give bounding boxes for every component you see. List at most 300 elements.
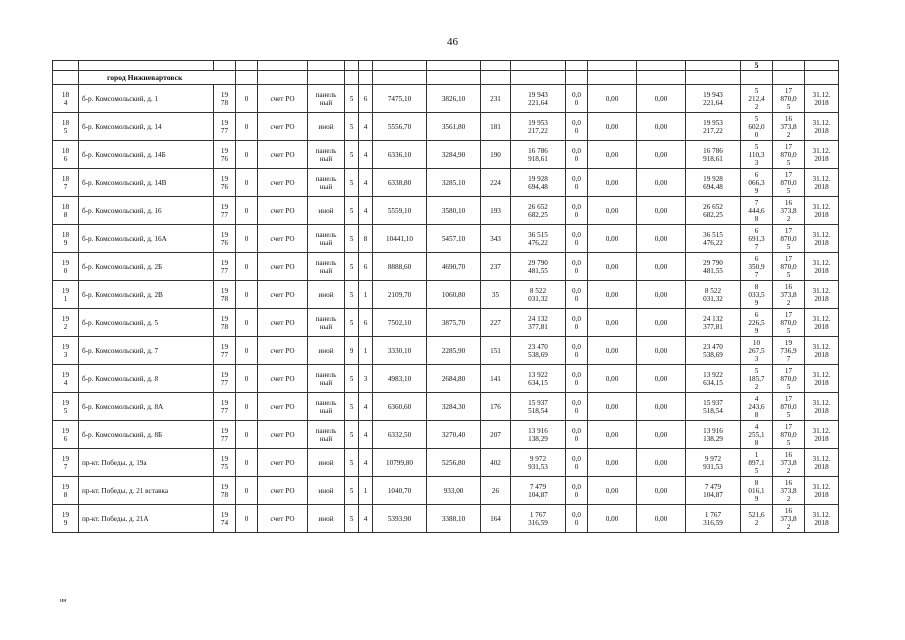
table-row — [53, 421, 839, 449]
cell-account: счет РО — [258, 365, 308, 393]
cell-no: 19 8 — [53, 477, 79, 505]
cell-area-total: 4983,10 — [373, 365, 427, 393]
cell-zero: 0 — [236, 393, 258, 421]
cell-c3: 0,00 — [637, 365, 686, 393]
cell-floors: 5 — [345, 169, 359, 197]
cell-entrances: 1 — [359, 477, 373, 505]
cell-floors: 9 — [345, 337, 359, 365]
cell-material: панель ный — [308, 309, 345, 337]
cell-entrances: 4 — [359, 113, 373, 141]
cell-zero: 0 — [236, 85, 258, 113]
cell-c3: 0,00 — [637, 393, 686, 421]
cell-address: б-р. Комсомольский, д. 5 — [79, 309, 214, 337]
cell-material: иной — [308, 449, 345, 477]
cell-c1: 0,0 0 — [566, 141, 588, 169]
cell-address: б-р. Комсомольский, д. 8Б — [79, 421, 214, 449]
cell-max-cost: 17 870,0 5 — [773, 393, 805, 421]
cell-entrances: 4 — [359, 141, 373, 169]
cell-address: пр-кт. Победы, д. 21А — [79, 505, 214, 533]
cell-area-total: 8888,60 — [373, 253, 427, 281]
cell-c3: 0,00 — [637, 113, 686, 141]
cell-cost-total: 1 767 316,59 — [511, 505, 566, 533]
cell-per-sqm: 5 602,0 0 — [741, 113, 773, 141]
cell-cost-fund: 19 943 221,64 — [686, 85, 741, 113]
cell-c2: 0,00 — [588, 505, 637, 533]
cell-material: панель ный — [308, 169, 345, 197]
continuation-marker: 5 — [741, 61, 773, 71]
cell-area-total: 6360,60 — [373, 393, 427, 421]
cell-deadline: 31.12. 2018 — [805, 393, 839, 421]
table-row — [53, 393, 839, 421]
cell-year: 19 77 — [214, 337, 236, 365]
cell-account: счет РО — [258, 477, 308, 505]
cell-no: 18 5 — [53, 113, 79, 141]
cell-account: счет РО — [258, 169, 308, 197]
cell-residents: 151 — [481, 337, 511, 365]
cell-floors: 5 — [345, 477, 359, 505]
cell-address: б-р. Комсомольский, д. 1 — [79, 85, 214, 113]
cell-material: иной — [308, 337, 345, 365]
cell-year: 19 77 — [214, 421, 236, 449]
cell-floors: 5 — [345, 449, 359, 477]
cell-entrances: 4 — [359, 169, 373, 197]
cell-area-living: 2285,90 — [427, 337, 481, 365]
cell-cost-fund: 8 522 031,32 — [686, 281, 741, 309]
cell-area-total: 6336,10 — [373, 141, 427, 169]
cell-residents: 35 — [481, 281, 511, 309]
cell-address: пр-кт. Победы, д. 19а — [79, 449, 214, 477]
cell-cost-fund: 1 767 316,59 — [686, 505, 741, 533]
cell-no: 19 9 — [53, 505, 79, 533]
cell-deadline: 31.12. 2018 — [805, 253, 839, 281]
cell-residents: 190 — [481, 141, 511, 169]
cell-area-living: 3561,80 — [427, 113, 481, 141]
cell-area-living: 3284,90 — [427, 141, 481, 169]
cell-max-cost: 16 373,8 2 — [773, 505, 805, 533]
cell-zero: 0 — [236, 477, 258, 505]
cell-no: 18 4 — [53, 85, 79, 113]
table-row — [53, 85, 839, 113]
cell-deadline: 31.12. 2018 — [805, 113, 839, 141]
cell-area-total: 2109,70 — [373, 281, 427, 309]
table-row — [53, 197, 839, 225]
cell-c1: 0,0 0 — [566, 365, 588, 393]
cell-cost-total: 19 928 694,48 — [511, 169, 566, 197]
cell-cost-total: 13 922 634,15 — [511, 365, 566, 393]
cell-c1: 0,0 0 — [566, 477, 588, 505]
cell-max-cost: 17 870,0 5 — [773, 309, 805, 337]
cell-entrances: 4 — [359, 197, 373, 225]
cell-cost-total: 7 479 104,87 — [511, 477, 566, 505]
cell-residents: 26 — [481, 477, 511, 505]
cell-residents: 193 — [481, 197, 511, 225]
cell-c2: 0,00 — [588, 141, 637, 169]
cell-deadline: 31.12. 2018 — [805, 169, 839, 197]
cell-cost-fund: 7 479 104,87 — [686, 477, 741, 505]
cell-area-living: 2684,80 — [427, 365, 481, 393]
cell-max-cost: 16 373,8 2 — [773, 113, 805, 141]
cell-deadline: 31.12. 2018 — [805, 477, 839, 505]
cell-area-total: 6338,80 — [373, 169, 427, 197]
cell-c3: 0,00 — [637, 421, 686, 449]
cell-c3: 0,00 — [637, 169, 686, 197]
capital-repair-table — [52, 60, 838, 533]
cell-material: иной — [308, 281, 345, 309]
cell-account: счет РО — [258, 393, 308, 421]
cell-c3: 0,00 — [637, 225, 686, 253]
footer-mark: нн — [60, 598, 67, 604]
table-row — [53, 113, 839, 141]
cell-year: 19 78 — [214, 309, 236, 337]
cell-no: 18 7 — [53, 169, 79, 197]
cell-per-sqm: 4 255,1 8 — [741, 421, 773, 449]
cell-residents: 176 — [481, 393, 511, 421]
cell-address: б-р. Комсомольский, д. 8 — [79, 365, 214, 393]
cell-floors: 5 — [345, 393, 359, 421]
cell-area-living: 3875,70 — [427, 309, 481, 337]
cell-year: 19 77 — [214, 113, 236, 141]
cell-material: панель ный — [308, 365, 345, 393]
cell-cost-total: 19 943 221,64 — [511, 85, 566, 113]
cell-area-total: 10441,10 — [373, 225, 427, 253]
cell-c3: 0,00 — [637, 141, 686, 169]
cell-c2: 0,00 — [588, 85, 637, 113]
cell-max-cost: 17 870,0 5 — [773, 365, 805, 393]
cell-area-total: 5559,10 — [373, 197, 427, 225]
cell-c2: 0,00 — [588, 421, 637, 449]
cell-per-sqm: 5 212,4 2 — [741, 85, 773, 113]
cell-deadline: 31.12. 2018 — [805, 85, 839, 113]
cell-cost-fund: 13 916 138,29 — [686, 421, 741, 449]
cell-account: счет РО — [258, 281, 308, 309]
cell-material: иной — [308, 477, 345, 505]
cell-account: счет РО — [258, 309, 308, 337]
cell-year: 19 77 — [214, 365, 236, 393]
cell-per-sqm: 8 033,5 9 — [741, 281, 773, 309]
cell-entrances: 6 — [359, 253, 373, 281]
cell-floors: 5 — [345, 85, 359, 113]
cell-no: 18 9 — [53, 225, 79, 253]
cell-residents: 207 — [481, 421, 511, 449]
cell-area-living: 3270,40 — [427, 421, 481, 449]
cell-residents: 141 — [481, 365, 511, 393]
cell-cost-fund: 19 953 217,22 — [686, 113, 741, 141]
table-row — [53, 365, 839, 393]
cell-c3: 0,00 — [637, 309, 686, 337]
cell-residents: 402 — [481, 449, 511, 477]
cell-floors: 5 — [345, 225, 359, 253]
cell-floors: 5 — [345, 253, 359, 281]
cell-deadline: 31.12. 2018 — [805, 505, 839, 533]
cell-residents: 237 — [481, 253, 511, 281]
cell-residents: 224 — [481, 169, 511, 197]
cell-c3: 0,00 — [637, 197, 686, 225]
cell-c1: 0,0 0 — [566, 309, 588, 337]
continuation-row — [53, 61, 839, 71]
cell-account: счет РО — [258, 113, 308, 141]
cell-year: 19 75 — [214, 449, 236, 477]
cell-c2: 0,00 — [588, 365, 637, 393]
cell-c3: 0,00 — [637, 281, 686, 309]
cell-zero: 0 — [236, 337, 258, 365]
cell-per-sqm: 4 243,6 8 — [741, 393, 773, 421]
cell-no: 19 1 — [53, 281, 79, 309]
cell-address: б-р. Комсомольский, д. 2Б — [79, 253, 214, 281]
cell-zero: 0 — [236, 253, 258, 281]
cell-cost-fund: 16 786 918,61 — [686, 141, 741, 169]
cell-year: 19 78 — [214, 281, 236, 309]
table-row — [53, 477, 839, 505]
cell-c3: 0,00 — [637, 253, 686, 281]
cell-per-sqm: 6 691,3 7 — [741, 225, 773, 253]
cell-area-living: 5256,80 — [427, 449, 481, 477]
cell-material: иной — [308, 197, 345, 225]
cell-c3: 0,00 — [637, 477, 686, 505]
cell-per-sqm: 10 267,5 3 — [741, 337, 773, 365]
cell-year: 19 76 — [214, 141, 236, 169]
cell-address: б-р. Комсомольский, д. 16А — [79, 225, 214, 253]
table-row — [53, 225, 839, 253]
cell-floors: 5 — [345, 309, 359, 337]
cell-year: 19 77 — [214, 393, 236, 421]
cell-entrances: 4 — [359, 505, 373, 533]
cell-floors: 5 — [345, 141, 359, 169]
cell-residents: 164 — [481, 505, 511, 533]
cell-year: 19 78 — [214, 85, 236, 113]
cell-c3: 0,00 — [637, 505, 686, 533]
cell-area-total: 1040,70 — [373, 477, 427, 505]
cell-per-sqm: 6 226,5 9 — [741, 309, 773, 337]
cell-c2: 0,00 — [588, 169, 637, 197]
page-number: 46 — [447, 36, 458, 48]
cell-address: б-р. Комсомольский, д. 8А — [79, 393, 214, 421]
cell-per-sqm: 1 897,1 5 — [741, 449, 773, 477]
table-row — [53, 309, 839, 337]
cell-area-living: 1060,80 — [427, 281, 481, 309]
cell-material: иной — [308, 505, 345, 533]
city-heading-row — [53, 71, 839, 85]
cell-year: 19 77 — [214, 197, 236, 225]
cell-area-living: 3284,30 — [427, 393, 481, 421]
cell-cost-total: 23 470 538,69 — [511, 337, 566, 365]
cell-address: б-р. Комсомольский, д. 14Б — [79, 141, 214, 169]
cell-cost-total: 13 916 138,29 — [511, 421, 566, 449]
cell-c1: 0,0 0 — [566, 393, 588, 421]
cell-no: 19 7 — [53, 449, 79, 477]
cell-c1: 0,0 0 — [566, 113, 588, 141]
cell-account: счет РО — [258, 253, 308, 281]
cell-c2: 0,00 — [588, 337, 637, 365]
cell-cost-total: 29 790 481,55 — [511, 253, 566, 281]
cell-deadline: 31.12. 2018 — [805, 225, 839, 253]
cell-account: счет РО — [258, 85, 308, 113]
cell-zero: 0 — [236, 281, 258, 309]
cell-deadline: 31.12. 2018 — [805, 337, 839, 365]
cell-area-total: 10799,80 — [373, 449, 427, 477]
cell-year: 19 76 — [214, 169, 236, 197]
cell-c2: 0,00 — [588, 113, 637, 141]
cell-c1: 0,0 0 — [566, 169, 588, 197]
cell-cost-fund: 24 132 377,81 — [686, 309, 741, 337]
cell-deadline: 31.12. 2018 — [805, 281, 839, 309]
cell-cost-total: 16 786 918,61 — [511, 141, 566, 169]
cell-zero: 0 — [236, 421, 258, 449]
cell-year: 19 74 — [214, 505, 236, 533]
cell-cost-total: 15 937 518,54 — [511, 393, 566, 421]
cell-cost-total: 8 522 031,32 — [511, 281, 566, 309]
cell-account: счет РО — [258, 141, 308, 169]
cell-per-sqm: 5 185,7 2 — [741, 365, 773, 393]
cell-address: б-р. Комсомольский, д. 14В — [79, 169, 214, 197]
cell-max-cost: 16 373,8 2 — [773, 197, 805, 225]
cell-cost-fund: 9 972 931,53 — [686, 449, 741, 477]
cell-floors: 5 — [345, 421, 359, 449]
cell-c2: 0,00 — [588, 253, 637, 281]
cell-no: 19 4 — [53, 365, 79, 393]
cell-area-living: 933,00 — [427, 477, 481, 505]
cell-c1: 0,0 0 — [566, 421, 588, 449]
cell-c1: 0,0 0 — [566, 281, 588, 309]
cell-year: 19 78 — [214, 477, 236, 505]
cell-deadline: 31.12. 2018 — [805, 365, 839, 393]
cell-c2: 0,00 — [588, 393, 637, 421]
cell-floors: 5 — [345, 505, 359, 533]
cell-cost-fund: 15 937 518,54 — [686, 393, 741, 421]
cell-c1: 0,0 0 — [566, 337, 588, 365]
cell-entrances: 1 — [359, 281, 373, 309]
cell-area-living: 3826,10 — [427, 85, 481, 113]
cell-entrances: 3 — [359, 365, 373, 393]
cell-c1: 0,0 0 — [566, 197, 588, 225]
cell-cost-fund: 23 470 538,69 — [686, 337, 741, 365]
cell-account: счет РО — [258, 449, 308, 477]
cell-cost-fund: 36 515 476,22 — [686, 225, 741, 253]
cell-cost-total: 26 652 682,25 — [511, 197, 566, 225]
cell-max-cost: 16 373,8 2 — [773, 281, 805, 309]
cell-c1: 0,0 0 — [566, 505, 588, 533]
cell-c3: 0,00 — [637, 449, 686, 477]
cell-address: б-р. Комсомольский, д. 2В — [79, 281, 214, 309]
cell-entrances: 4 — [359, 393, 373, 421]
cell-area-living: 3285,10 — [427, 169, 481, 197]
cell-material: панель ный — [308, 141, 345, 169]
cell-material: панель ный — [308, 253, 345, 281]
cell-per-sqm: 6 066,3 9 — [741, 169, 773, 197]
cell-material: панель ный — [308, 393, 345, 421]
cell-c1: 0,0 0 — [566, 449, 588, 477]
cell-floors: 5 — [345, 113, 359, 141]
table-row — [53, 337, 839, 365]
cell-entrances: 6 — [359, 309, 373, 337]
cell-entrances: 8 — [359, 225, 373, 253]
cell-c1: 0,0 0 — [566, 225, 588, 253]
cell-zero: 0 — [236, 197, 258, 225]
table-row — [53, 169, 839, 197]
cell-no: 19 0 — [53, 253, 79, 281]
cell-no: 19 2 — [53, 309, 79, 337]
cell-max-cost: 17 870,0 5 — [773, 169, 805, 197]
cell-zero: 0 — [236, 505, 258, 533]
cell-cost-fund: 29 790 481,55 — [686, 253, 741, 281]
cell-cost-total: 36 515 476,22 — [511, 225, 566, 253]
cell-max-cost: 16 373,8 2 — [773, 477, 805, 505]
cell-area-living: 3580,10 — [427, 197, 481, 225]
cell-year: 19 77 — [214, 253, 236, 281]
cell-account: счет РО — [258, 197, 308, 225]
cell-address: б-р. Комсомольский, д. 14 — [79, 113, 214, 141]
cell-per-sqm: 521,6 2 — [741, 505, 773, 533]
cell-area-living: 3388,10 — [427, 505, 481, 533]
cell-account: счет РО — [258, 421, 308, 449]
cell-deadline: 31.12. 2018 — [805, 309, 839, 337]
cell-no: 19 3 — [53, 337, 79, 365]
cell-cost-fund: 26 652 682,25 — [686, 197, 741, 225]
cell-no: 18 8 — [53, 197, 79, 225]
cell-c2: 0,00 — [588, 309, 637, 337]
table-row — [53, 449, 839, 477]
cell-material: панель ный — [308, 421, 345, 449]
cell-residents: 181 — [481, 113, 511, 141]
cell-per-sqm: 8 016,1 9 — [741, 477, 773, 505]
cell-zero: 0 — [236, 113, 258, 141]
cell-c2: 0,00 — [588, 197, 637, 225]
cell-address: пр-кт. Победы, д. 21 вставка — [79, 477, 214, 505]
cell-zero: 0 — [236, 141, 258, 169]
table-row — [53, 141, 839, 169]
data-table — [52, 60, 839, 533]
cell-area-total: 6332,50 — [373, 421, 427, 449]
cell-residents: 227 — [481, 309, 511, 337]
table-row — [53, 253, 839, 281]
cell-max-cost: 17 870,0 5 — [773, 141, 805, 169]
cell-zero: 0 — [236, 225, 258, 253]
table-row — [53, 505, 839, 533]
cell-c1: 0,0 0 — [566, 253, 588, 281]
cell-c2: 0,00 — [588, 281, 637, 309]
cell-c1: 0,0 0 — [566, 85, 588, 113]
cell-address: б-р. Комсомольский, д. 7 — [79, 337, 214, 365]
cell-material: панель ный — [308, 225, 345, 253]
cell-max-cost: 17 870,0 5 — [773, 421, 805, 449]
cell-zero: 0 — [236, 449, 258, 477]
cell-floors: 5 — [345, 365, 359, 393]
cell-cost-total: 9 972 931,53 — [511, 449, 566, 477]
cell-deadline: 31.12. 2018 — [805, 449, 839, 477]
cell-cost-total: 19 953 217,22 — [511, 113, 566, 141]
cell-cost-fund: 13 922 634,15 — [686, 365, 741, 393]
cell-material: иной — [308, 113, 345, 141]
cell-area-total: 7475,10 — [373, 85, 427, 113]
cell-c3: 0,00 — [637, 85, 686, 113]
cell-area-living: 4690,70 — [427, 253, 481, 281]
cell-entrances: 4 — [359, 449, 373, 477]
cell-residents: 231 — [481, 85, 511, 113]
cell-c2: 0,00 — [588, 449, 637, 477]
table-row — [53, 281, 839, 309]
cell-per-sqm: 7 444,6 8 — [741, 197, 773, 225]
cell-max-cost: 17 870,0 5 — [773, 225, 805, 253]
cell-floors: 5 — [345, 197, 359, 225]
cell-floors: 5 — [345, 281, 359, 309]
cell-zero: 0 — [236, 365, 258, 393]
cell-area-total: 3330,10 — [373, 337, 427, 365]
cell-area-total: 5393,90 — [373, 505, 427, 533]
cell-per-sqm: 6 350,9 7 — [741, 253, 773, 281]
cell-max-cost: 17 870,0 5 — [773, 253, 805, 281]
cell-area-living: 5457,10 — [427, 225, 481, 253]
cell-max-cost: 17 870,0 5 — [773, 85, 805, 113]
cell-account: счет РО — [258, 225, 308, 253]
